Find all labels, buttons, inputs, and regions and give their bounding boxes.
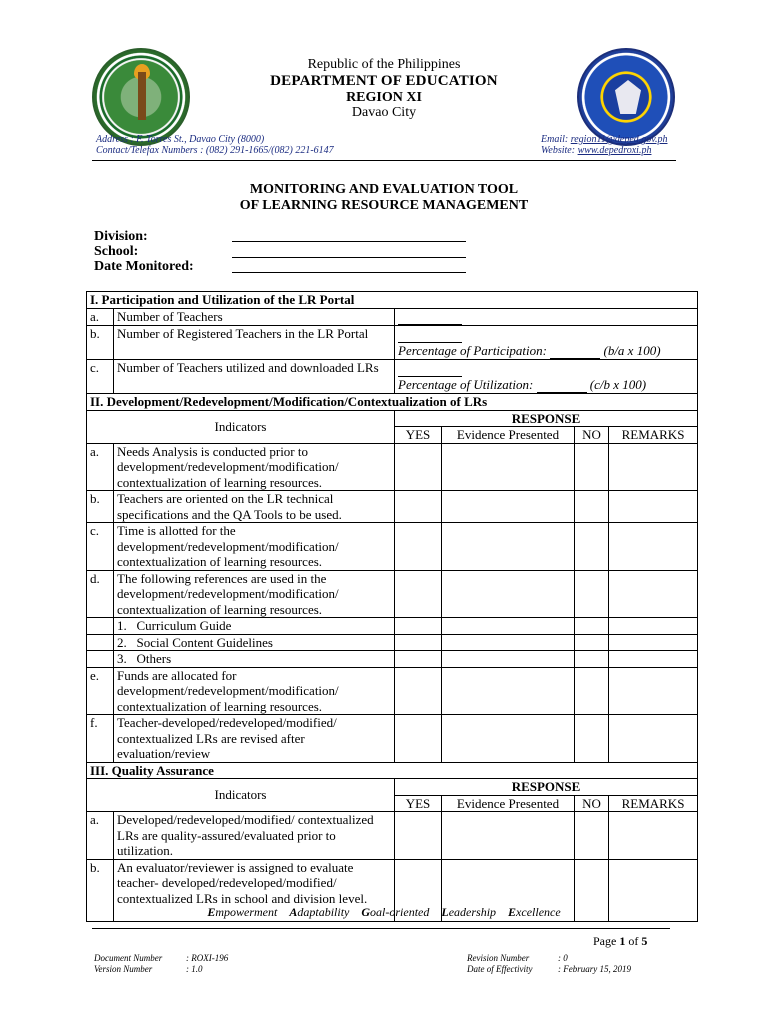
table-row [87, 618, 698, 635]
division-label: Division: [94, 229, 148, 244]
yes-cell[interactable] [395, 812, 442, 860]
division-line[interactable] [232, 240, 466, 242]
remarks-cell[interactable] [609, 443, 698, 491]
sub-item: 1. Curriculum Guide [114, 618, 395, 635]
no-cell[interactable] [575, 570, 609, 618]
no-cell[interactable] [575, 651, 609, 668]
no-header: NO [575, 795, 609, 812]
sub-item: 3. Others [114, 651, 395, 668]
row-letter: c. [87, 360, 114, 394]
version-label: Version Number [94, 964, 153, 974]
table-row [87, 715, 698, 763]
remarks-cell[interactable] [609, 618, 698, 635]
row-text: Developed/redeveloped/modified/ contextualized LRs are quality-assured/evaluated prior to utilization. [114, 812, 395, 860]
table-row [87, 634, 698, 651]
header-republic: Republic of the Philippines [307, 57, 461, 72]
table-row [87, 812, 698, 860]
section1-heading: I. Participation and Utilization of the LR Portal [87, 292, 698, 309]
utilization-formula: (c/b x 100) [589, 376, 647, 392]
table-row [87, 443, 698, 491]
doc-number: : ROXI-196 [186, 953, 229, 963]
no-cell[interactable] [575, 634, 609, 651]
evidence-header: Evidence Presented [442, 795, 575, 812]
no-cell[interactable] [575, 812, 609, 860]
evaluation-table [86, 291, 698, 922]
contact-email [541, 134, 668, 145]
evidence-header: Evidence Presented [442, 427, 575, 444]
yes-cell[interactable] [395, 443, 442, 491]
row-letter: e. [87, 667, 114, 715]
section2-heading: II. Development/Redevelopment/Modification/Contextualization of LRs [87, 394, 698, 411]
section3-header-row [87, 779, 698, 796]
row-letter: f. [87, 715, 114, 763]
date-monitored-label: Date Monitored: [94, 259, 194, 274]
remarks-cell[interactable] [609, 570, 698, 618]
response-header: RESPONSE [395, 410, 698, 427]
footer-divider [92, 928, 670, 929]
table-row [87, 523, 698, 571]
table-row [87, 667, 698, 715]
revision-number: : 0 [558, 953, 568, 963]
remarks-cell[interactable] [609, 523, 698, 571]
school-line[interactable] [232, 256, 466, 258]
section3-heading-row [87, 762, 698, 779]
row-text: An evaluator/reviewer is assigned to evaluate teacher- developed/redeveloped/modified/ contextualized LRs in school and division level. [114, 859, 395, 921]
row-text: Number of Registered Teachers in the LR Portal [114, 326, 395, 360]
table-row [87, 491, 698, 523]
yes-cell[interactable] [395, 618, 442, 635]
yes-cell[interactable] [395, 570, 442, 618]
header-city: Davao City [351, 105, 417, 120]
no-header: NO [575, 427, 609, 444]
sub-item: 2. Social Content Guidelines [114, 634, 395, 651]
row-letter: b. [87, 326, 114, 360]
header-region: REGION XI [346, 90, 422, 105]
footer-motto: Empowerment Adaptability Goal-oriented Leadership Excellence [207, 905, 561, 919]
contact-phone: Contact/Telefax Numbers : (082) 291-1665/(082) 221-6147 [96, 145, 334, 156]
page-number: Page 1 of 5 [593, 934, 648, 948]
yes-cell[interactable] [395, 715, 442, 763]
row-letter: d. [87, 570, 114, 618]
no-cell[interactable] [575, 523, 609, 571]
doc-number-label: Document Number [94, 953, 163, 963]
row-text: Teacher-developed/redeveloped/modified/ contextualized LRs are revised after evaluation/review [114, 715, 395, 763]
row-letter: c. [87, 523, 114, 571]
yes-cell[interactable] [395, 651, 442, 668]
document-title-line1: MONITORING AND EVALUATION TOOL [249, 182, 519, 197]
utilization-label: Percentage of Utilization: [398, 376, 534, 392]
no-cell[interactable] [575, 443, 609, 491]
section3-heading: III. Quality Assurance [87, 762, 698, 779]
row-letter: a. [87, 443, 114, 491]
date-monitored-line[interactable] [232, 271, 466, 273]
evidence-cell[interactable] [442, 715, 575, 763]
row-text: The following references are used in the development/redevelopment/modification/ contextualization of learning resources. [114, 570, 395, 618]
no-cell[interactable] [575, 491, 609, 523]
effectivity-date: : February 15, 2019 [558, 964, 631, 974]
evidence-cell[interactable] [442, 634, 575, 651]
yes-header: YES [395, 795, 442, 812]
participation-label: Percentage of Participation: [398, 342, 547, 358]
row-text: Number of Teachers [114, 308, 395, 326]
yes-cell[interactable] [395, 667, 442, 715]
yes-cell[interactable] [395, 523, 442, 571]
table-row [87, 308, 698, 326]
table-row [87, 360, 698, 394]
row-text: Teachers are oriented on the LR technical specifications and the QA Tools to be used. [114, 491, 395, 523]
effectivity-label: Date of Effectivity [467, 964, 533, 974]
document-title-line2: OF LEARNING RESOURCE MANAGEMENT [239, 198, 529, 213]
evidence-cell[interactable] [442, 812, 575, 860]
evidence-cell[interactable] [442, 523, 575, 571]
remarks-header: REMARKS [609, 427, 698, 444]
evidence-cell[interactable] [442, 443, 575, 491]
evidence-cell[interactable] [442, 491, 575, 523]
answer-cell[interactable] [395, 308, 698, 326]
answer-cell[interactable] [395, 326, 698, 360]
section2-header-row [87, 410, 698, 427]
header-divider [92, 160, 676, 161]
email-label: Email: [541, 134, 569, 145]
indicators-header: Indicators [87, 410, 395, 443]
table-row [87, 326, 698, 360]
answer-cell[interactable] [395, 360, 698, 394]
remarks-cell[interactable] [609, 667, 698, 715]
yes-cell[interactable] [395, 491, 442, 523]
row-letter: b. [87, 859, 114, 921]
yes-cell[interactable] [395, 634, 442, 651]
remarks-cell[interactable] [609, 491, 698, 523]
remarks-cell[interactable] [609, 715, 698, 763]
remarks-cell[interactable] [609, 812, 698, 860]
contact-address: Address : F. Torres St., Davao City (8000) [96, 134, 265, 145]
website-label: Website: [541, 145, 576, 156]
participation-formula: (b/a x 100) [603, 342, 661, 358]
remarks-header: REMARKS [609, 795, 698, 812]
table-row [87, 570, 698, 618]
row-text: Time is allotted for the development/redevelopment/modification/ contextualization of learning resources. [114, 523, 395, 571]
header-department: DEPARTMENT OF EDUCATION [270, 73, 498, 89]
contact-website [541, 145, 651, 156]
school-label: School: [94, 244, 139, 259]
section1-heading-row [87, 292, 698, 309]
yes-header: YES [395, 427, 442, 444]
row-letter: b. [87, 491, 114, 523]
remarks-cell[interactable] [609, 651, 698, 668]
evidence-cell[interactable] [442, 651, 575, 668]
website-link[interactable]: www.depedroxi.ph [577, 145, 652, 156]
revision-label: Revision Number [467, 953, 530, 963]
no-cell[interactable] [575, 667, 609, 715]
evidence-cell[interactable] [442, 570, 575, 618]
email-link[interactable]: region11@deped.gov.ph [570, 134, 668, 145]
row-text: Funds are allocated for development/redevelopment/modification/ contextualization of learning resources. [114, 667, 395, 715]
row-letter: a. [87, 812, 114, 860]
row-letter: a. [87, 308, 114, 326]
indicators-header: Indicators [87, 779, 395, 812]
no-cell[interactable] [575, 618, 609, 635]
remarks-cell[interactable] [609, 634, 698, 651]
row-text: Needs Analysis is conducted prior to development/redevelopment/modification/ contextualization of learning resources. [114, 443, 395, 491]
row-text: Number of Teachers utilized and downloaded LRs [114, 360, 395, 394]
version-number: : 1.0 [186, 964, 203, 974]
no-cell[interactable] [575, 715, 609, 763]
evidence-cell[interactable] [442, 618, 575, 635]
response-header: RESPONSE [395, 779, 698, 796]
table-row [87, 651, 698, 668]
section2-heading-row [87, 394, 698, 411]
evidence-cell[interactable] [442, 667, 575, 715]
